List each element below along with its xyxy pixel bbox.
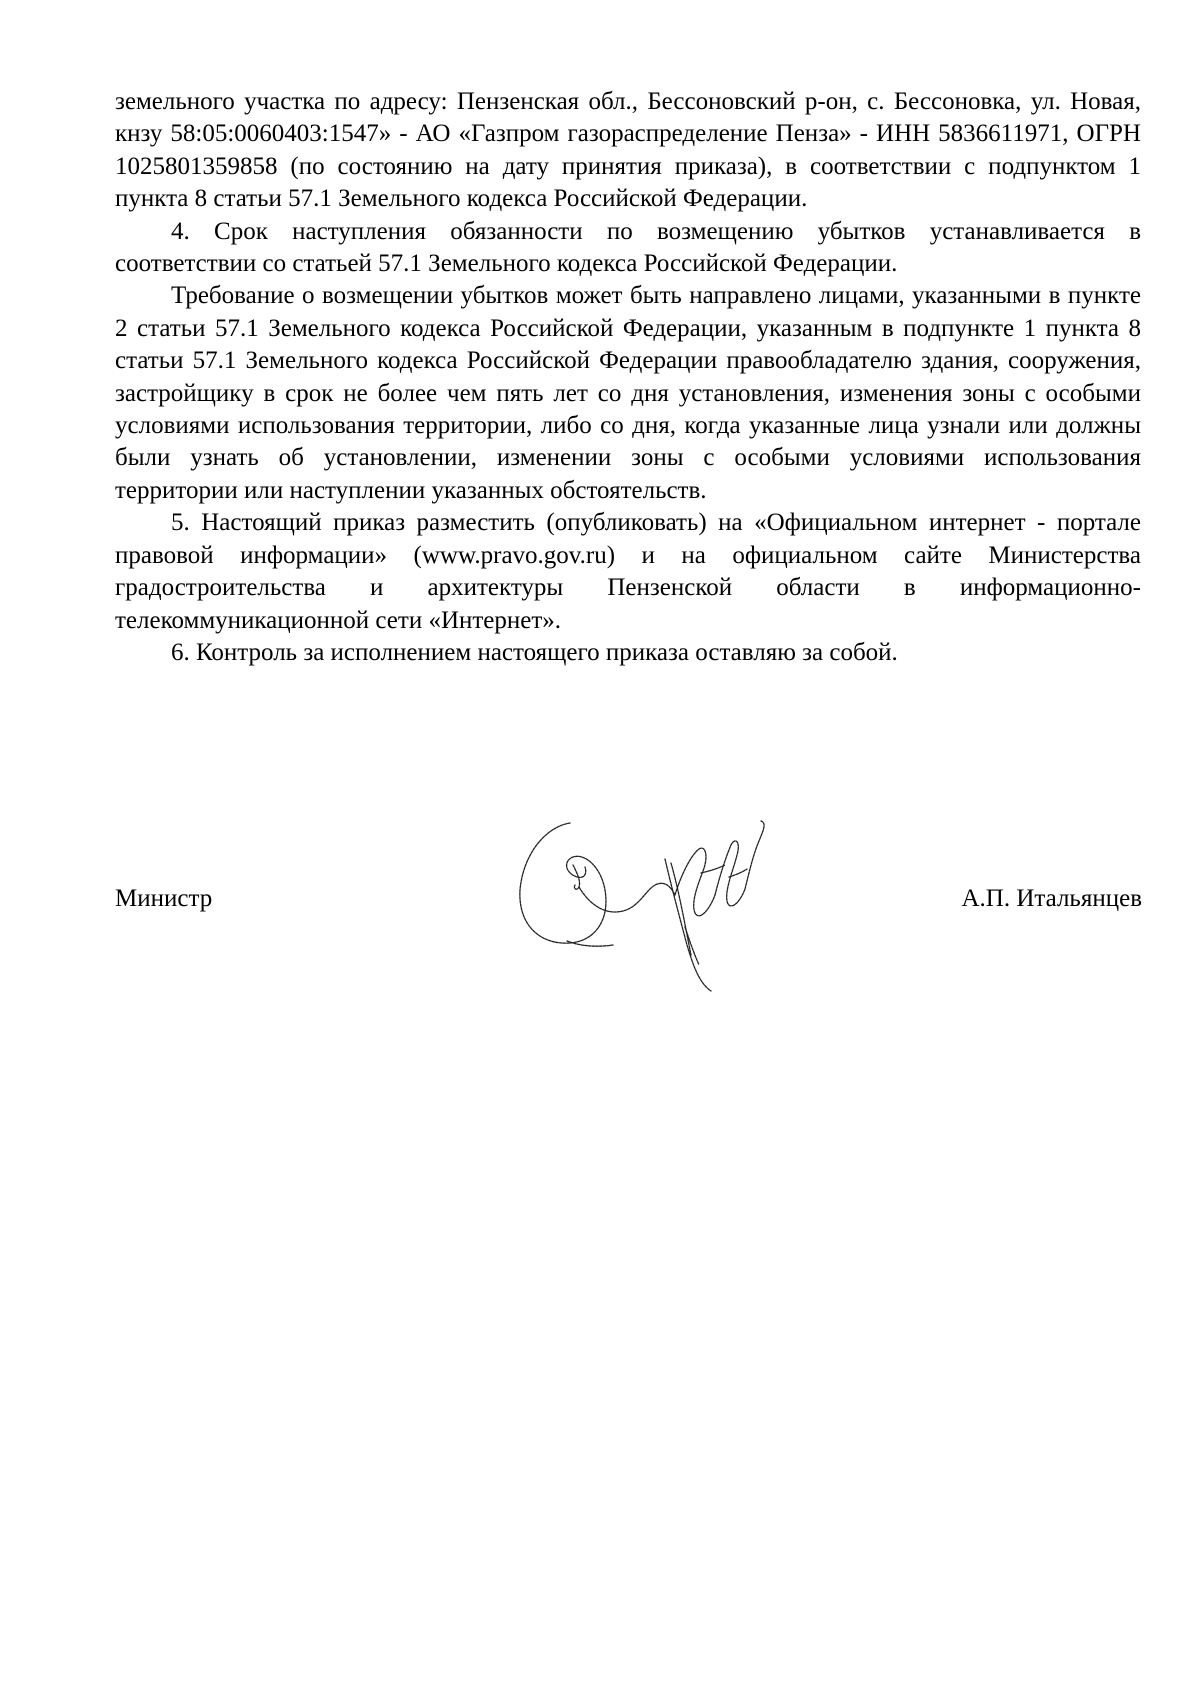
paragraph-compensation-claim: Требование о возмещении убытков может быть направлено лицами, указанными в пункте 2 статьи 57.1 Земельного кодекса Российской Федерации, указанным в подпункте 1 пункта 8 статьи 57.1 Земельного кодекса Российской Федерации правообладателю здания, сооружения, застройщику в срок не более чем пять лет со дня установления, изменения зоны с особыми условиями использования территории, либо со дня, когда указанные лица узнали или должны были узнать об установлении, изменении зоны с особыми условиями использования территории или наступлении указанных обстоятельств. xyxy=(115,282,1141,504)
paragraph-land-plot-continuation: земельного участка по адресу: Пензенская обл., Бессоновский р-он, с. Бессоновка, ул. Новая, кнзу 58:05:0060403:1547» - АО «Газпром газораспределение Пенза» - ИНН 5836611971, ОГРН 1025801359858 (по состоянию на дату принятия приказа), в соответствии с подпунктом 1 пункта 8 статьи 57.1 Земельного кодекса Российской Федерации. xyxy=(115,88,1141,213)
paragraph-item-5: 5. Настоящий приказ разместить (опубликовать) на «Официальном интернет - портале правовой информации» (www.pravo.gov.ru) и на официальном сайте Министерства градостроительства и архитектуры Пензенской области в информационно-телекоммуникационной сети «Интернет». xyxy=(115,509,1141,634)
signatory-name: А.П. Итальянцев xyxy=(961,885,1142,912)
paragraph-item-6: 6. Контроль за исполнением настоящего приказа оставляю за собой. xyxy=(171,638,898,666)
paragraph-item-4: 4. Срок наступления обязанности по возмещению убытков устанавливается в соответствии со статьей 57.1 Земельного кодекса Российской Федерации. xyxy=(115,217,1141,278)
document-body xyxy=(115,86,1141,669)
handwritten-signature-icon xyxy=(515,815,775,1000)
signatory-title: Министр xyxy=(115,885,213,912)
